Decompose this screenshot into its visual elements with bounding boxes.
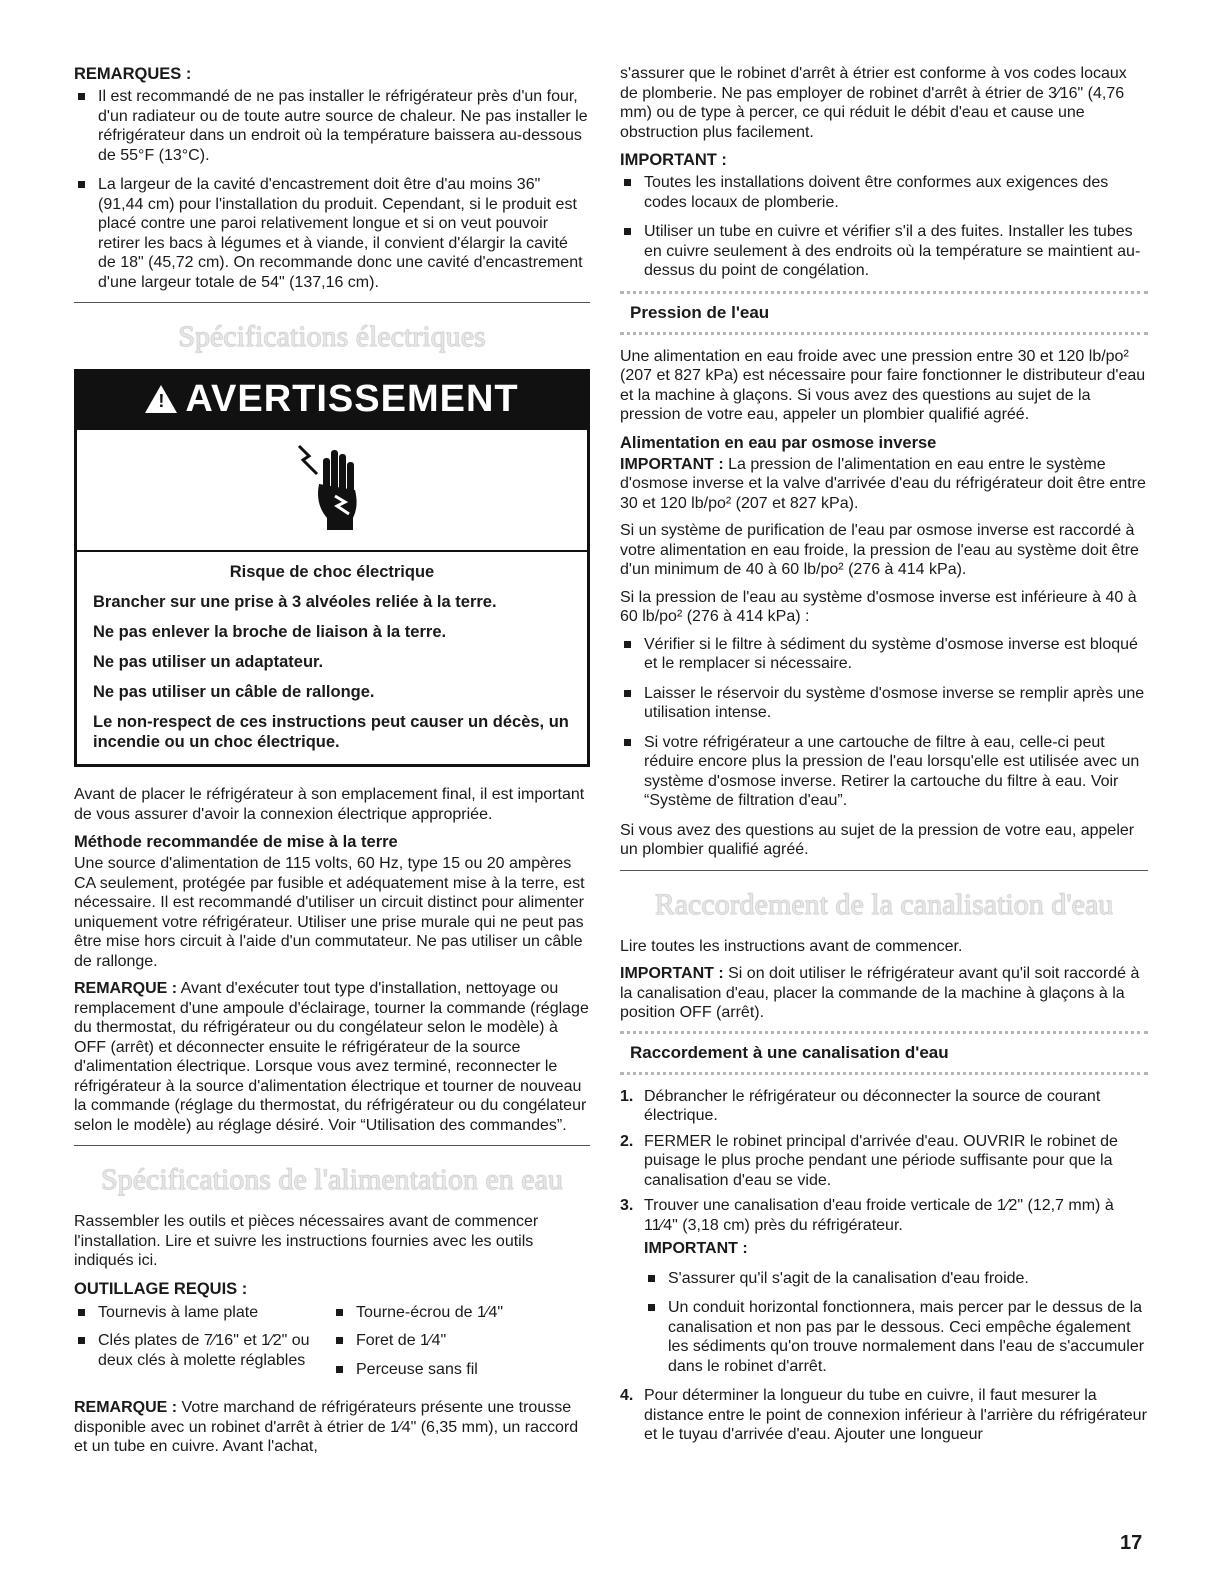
warning-risk: Risque de choc électrique [229, 563, 435, 581]
ro-important [620, 455, 1148, 514]
list-item: Un conduit horizontal fonctionnera, mais percer par le dessus de la canalisation et non pas par le dessous. Ceci empêche également les sédiments qu'on trouve normalement dans l'eau de s'accumuler dans le robinet d'arrêt. [644, 1298, 1148, 1376]
list-item: Clés plates de 7⁄16" et 1⁄2" ou deux clés à molette réglables [74, 1331, 332, 1370]
warning-box [74, 369, 590, 767]
remark2-label: REMARQUE : [74, 1399, 178, 1416]
ro-paragraph-1: Si un système de purification de l'eau par osmose inverse est raccordé à votre alimentation en eau froide, la pression de l'eau au système doit être d'un minimum de 40 à 60 lb/po² (276 à 414 kPa). [620, 522, 1139, 578]
ro-paragraph-2: Si la pression de l'eau au système d'osmose inverse est inférieure à 40 à 60 lb/po² (276 à 414 kPa) : [620, 588, 1137, 625]
list-item: Perceuse sans fil [332, 1360, 590, 1380]
ro-list [620, 635, 1148, 811]
ro-paragraph-3: Si vous avez des questions au sujet de la pression de votre eau, appeler un plombier qualifié agréé. [620, 821, 1135, 858]
warning-icon-area [77, 430, 587, 552]
reverse-osmosis-heading: Alimentation en eau par osmose inverse [620, 433, 937, 452]
list-item: La largeur de la cavité d'encastrement doit être d'au moins 36" (91,44 cm) pour l'installation du produit. Cependant, si le produit est placé contre une paroi relativement longue et si on veut pouvoir retirer les bacs à légumes et à viande, il convient d'élargir la cavité de 18" (45,72 cm). On recommande donc une cavité d'encastrement d'une largeur totale de 54" (137,16 cm). [74, 175, 590, 292]
step-text: FERMER le robinet principal d'arrivée d'eau. OUVRIR le robinet de puisage le plus proche pendant une période suffisante pour que la canalisation d'eau se vide. [644, 1132, 1118, 1189]
section-divider [620, 870, 1148, 871]
notes-list [74, 87, 590, 292]
left-column [74, 64, 590, 1465]
pressure-text: Une alimentation en eau froide avec une pression entre 30 et 120 lb/po² (207 et 827 kPa) est nécessaire pour faire fonctionner le distributeur d'eau et la machine à glaçons. Si vous avez des questions au sujet de la pression de votre eau, appeler un plombier qualifié agréé. [620, 347, 1146, 423]
electric-shock-hand-icon [293, 440, 373, 536]
list-item: Il est recommandé de ne pas installer le réfrigérateur près d'un four, d'un radiateur ou de toute autre source de chaleur. Ne pas installer le réfrigérateur dans un endroit où la température baissera au-dessous de 55°F (13°C). [74, 87, 590, 165]
step-item [620, 1087, 1148, 1126]
step-sub-list [644, 1269, 1148, 1377]
connection-intro: Lire toutes les instructions avant de commencer. [620, 937, 963, 955]
remark2-text: Votre marchand de réfrigérateurs présente une trousse disponible avec un robinet d'arrêt à étrier de 1⁄4" (6,35 mm), un raccord et un tube en cuivre. Avant l'achat, [74, 1399, 579, 1455]
step-text: Débrancher le réfrigérateur ou déconnecter la source de courant électrique. [644, 1087, 1101, 1124]
electrical-intro: Avant de placer le réfrigérateur à son emplacement final, il est important de vous assurer d'avoir la connexion électrique appropriée. [74, 786, 585, 823]
list-item: Tourne-écrou de 1⁄4" [332, 1303, 590, 1323]
tools-column-2 [332, 1303, 590, 1389]
step-number: 1. [620, 1087, 634, 1105]
list-item: Tournevis à lame plate [74, 1303, 332, 1323]
important-list [620, 173, 1148, 281]
section-divider [74, 302, 590, 303]
step-item [620, 1386, 1148, 1445]
list-item: S'assurer qu'il s'agit de la canalisation d'eau froide. [644, 1269, 1148, 1289]
list-item: Toutes les installations doivent être conformes aux exigences des codes locaux de plomberie. [620, 173, 1148, 212]
ro-important-text: La pression de l'alimentation en eau entre le système d'osmose inverse et la valve d'arrivée d'eau du réfrigérateur doit être entre 30 et 120 lb/po² (207 et 827 kPa). [620, 455, 1146, 512]
connection-important-text: Si on doit utiliser le réfrigérateur avant qu'il soit raccordé à la canalisation d'eau, placer la commande de la machine à glaçons à la position OFF (arrêt). [620, 965, 1140, 1021]
list-item: Si votre réfrigérateur a une cartouche de filtre à eau, celle-ci peut réduire encore plus la pression de l'eau lorsqu'elle est utilisée avec un système d'osmose inverse. Retirer la cartouche du filtre à eau. Voir “Système de filtration d'eau”. [620, 733, 1148, 811]
step-item [620, 1196, 1148, 1376]
section-divider [74, 1145, 590, 1146]
step-number: 4. [620, 1387, 634, 1404]
warning-triangle-icon: ! [145, 385, 177, 413]
continued-text: s'assurer que le robinet d'arrêt à étrier est conforme à vos codes locaux de plomberie. Ne pas employer de robinet d'arrêt à étrier de 3⁄16" (4,76 mm) ou de type à percer, ce qui réduit le débit d'eau et cause une obstruction plus facilement. [620, 65, 1127, 141]
grounding-text: Une source d'alimentation de 115 volts, 60 Hz, type 15 ou 20 ampères CA seulement, protégée par fusible et adéquatement mise à la terre, est nécessaire. Il est recommandé d'utiliser un circuit distinct pour alimenter uniquement votre réfrigérateur. Utiliser une prise murale qui ne peut pas être mise hors circuit à l'aide d'un commutateur. Ne pas utiliser un câble de rallonge. [74, 855, 585, 970]
list-item: Vérifier si le filtre à sédiment du système d'osmose inverse est bloqué et le remplacer si nécessaire. [620, 635, 1148, 674]
tools-list [74, 1303, 590, 1389]
notes-heading: REMARQUES : [74, 65, 192, 83]
section-title-water-pressure: Pression de l'eau [620, 291, 1148, 335]
water-intro: Rassembler les outils et pièces nécessaires avant de commencer l'installation. Lire et suivre les instructions fournies avec les outils indiqués ici. [74, 1213, 539, 1269]
grounding-heading: Méthode recommandée de mise à la terre [74, 833, 398, 851]
warning-line: Ne pas utiliser un câble de rallonge. [93, 683, 375, 701]
remark2-paragraph [74, 1398, 590, 1457]
warning-header-label: AVERTISSEMENT [185, 378, 519, 420]
warning-line: Brancher sur une prise à 3 alvéoles reliée à la terre. [93, 593, 497, 611]
step-number: 2. [620, 1132, 634, 1150]
connection-important [620, 964, 1148, 1023]
connection-important-label: IMPORTANT : [620, 965, 724, 982]
connection-steps [620, 1087, 1148, 1445]
step-important-label: IMPORTANT : [644, 1240, 748, 1257]
step-text: Pour déterminer la longueur du tube en cuivre, il faut mesurer la distance entre le point de connexion inférieur à l'arrière du réfrigérateur et le tuyau d'arrivée d'eau. Ajouter une longueur [644, 1387, 1147, 1443]
remark-label: REMARQUE : [74, 980, 178, 997]
remark-paragraph [74, 979, 590, 1135]
step-text: Trouver une canalisation d'eau froide verticale de 1⁄2" (12,7 mm) à 11⁄4" (3,18 cm) près du réfrigérateur. [644, 1197, 1114, 1234]
warning-line: Ne pas enlever la broche de liaison à la terre. [93, 623, 447, 641]
page-number: 17 [1120, 1532, 1143, 1554]
remark-text: Avant d'exécuter tout type d'installation, nettoyage ou remplacement d'une ampoule d'éclairage, tourner la commande (réglage du thermostat, du réfrigérateur ou du congélateur selon le modèle) à OFF (arrêt) et déconnecter ensuite le réfrigérateur de la source d'alimentation électrique. Lorsque vous avez terminé, reconnecter le réfrigérateur à la source d'alimentation électrique et tourner de nouveau la commande (réglage du thermostat, du réfrigérateur ou du congélateur selon le modèle) au réglage désiré. Voir “Utilisation des commandes”. [74, 980, 589, 1134]
warning-header [77, 372, 587, 430]
step-number: 3. [620, 1197, 634, 1214]
warning-line: Le non-respect de ces instructions peut causer un décès, un incendie ou un choc électrique. [93, 713, 569, 751]
tools-column-1 [74, 1303, 332, 1389]
ro-important-label: IMPORTANT : [620, 455, 724, 473]
section-title-water-supply: Spécifications de l'alimentation en eau [101, 1163, 563, 1196]
section-title-connect-water-line: Raccordement à une canalisation d'eau [620, 1031, 1148, 1075]
warning-body [77, 552, 587, 764]
tools-heading: OUTILLAGE REQUIS : [74, 1279, 248, 1298]
important-heading: IMPORTANT : [620, 151, 727, 169]
list-item: Foret de 1⁄4" [332, 1331, 590, 1351]
section-title-water-connection: Raccordement de la canalisation d'eau [654, 887, 1114, 921]
warning-line: Ne pas utiliser un adaptateur. [93, 653, 324, 671]
section-title-electrical: Spécifications électriques [178, 320, 486, 353]
right-column [620, 64, 1148, 1451]
step-item [620, 1132, 1148, 1191]
list-item: Utiliser un tube en cuivre et vérifier s'il a des fuites. Installer les tubes en cuivre seulement à des endroits où la température se maintient au-dessus du point de congélation. [620, 222, 1148, 281]
list-item: Laisser le réservoir du système d'osmose inverse se remplir après une utilisation intense. [620, 684, 1148, 723]
